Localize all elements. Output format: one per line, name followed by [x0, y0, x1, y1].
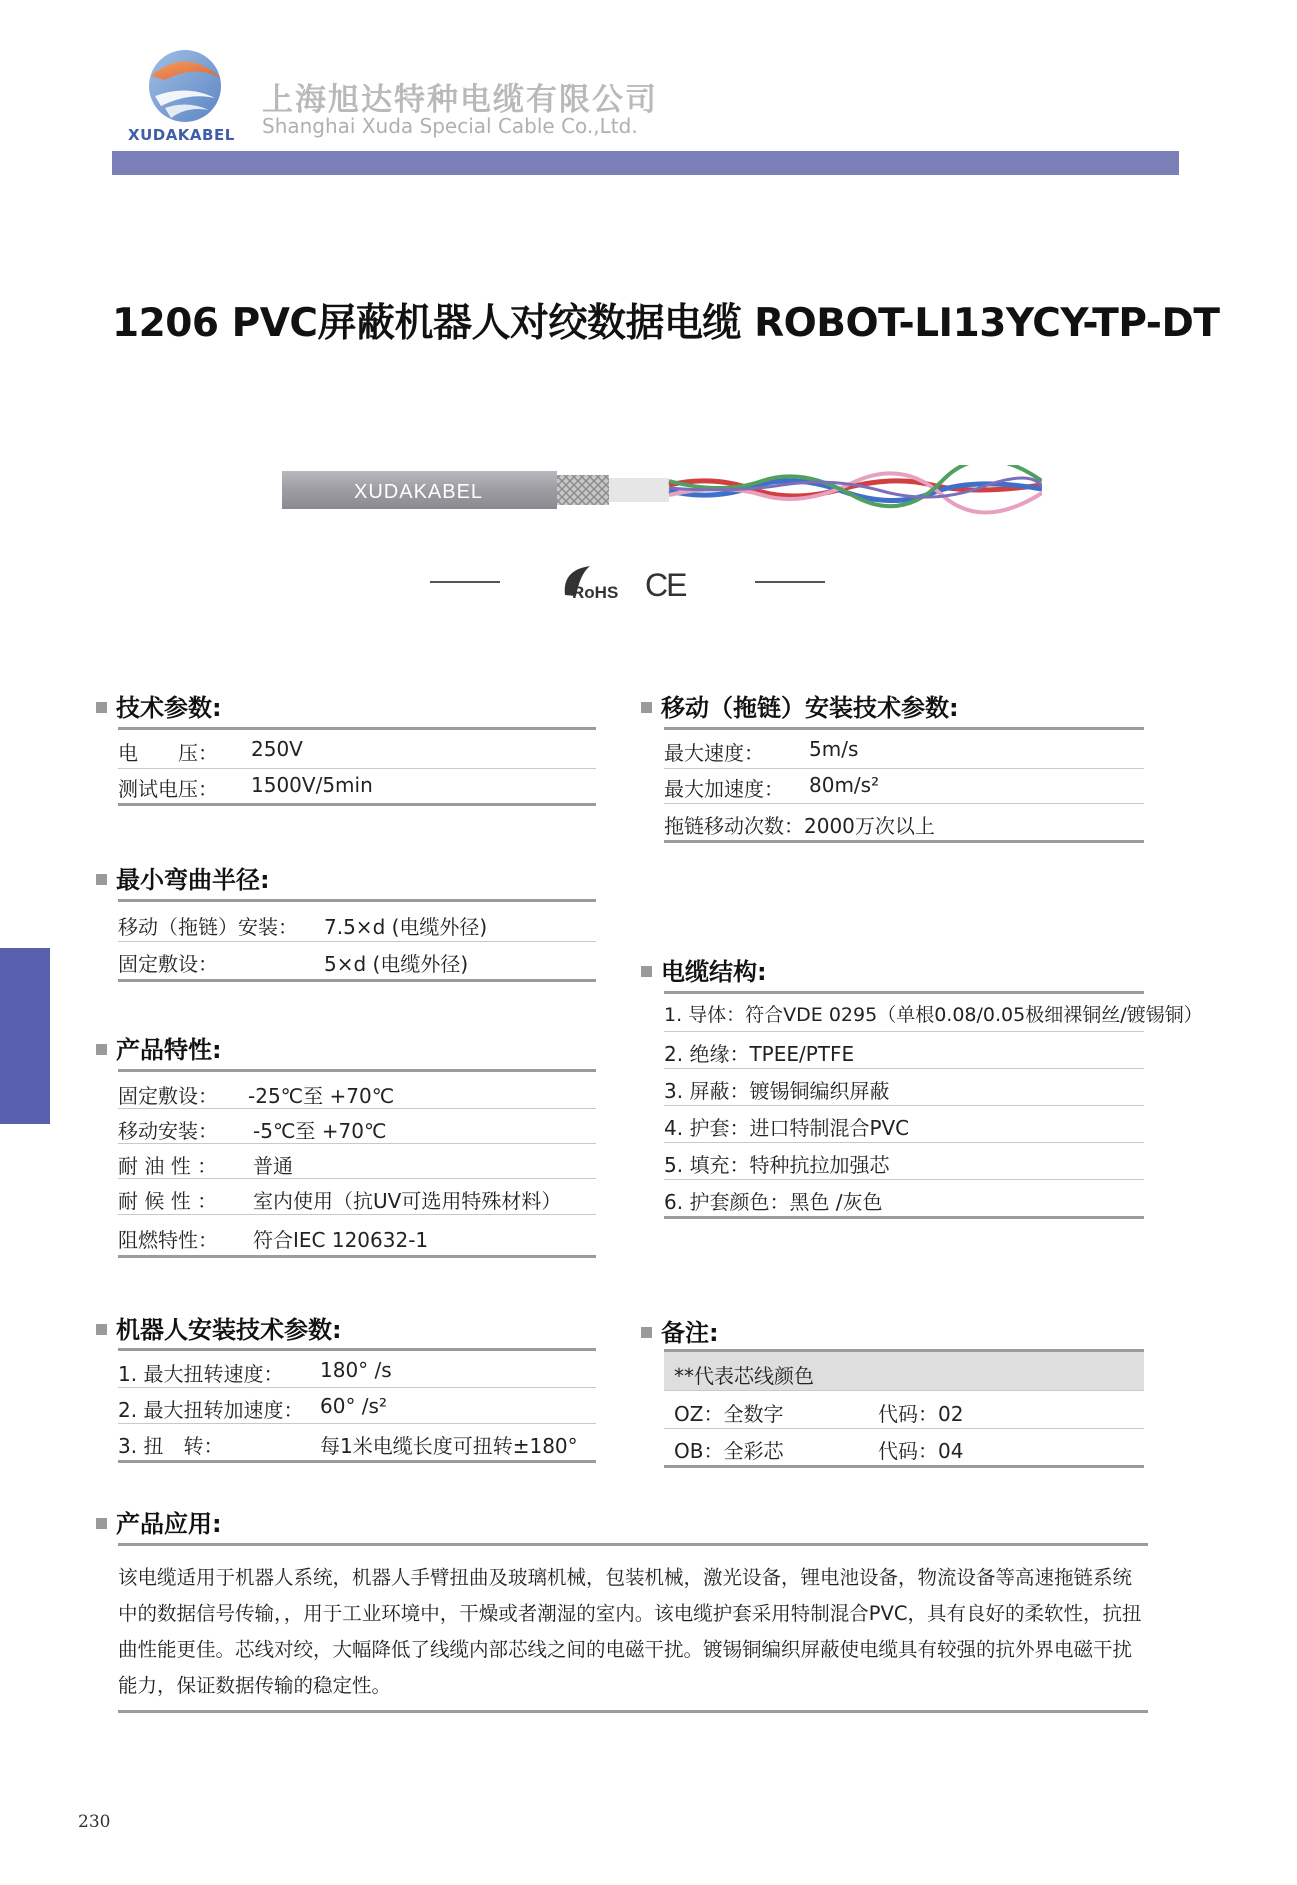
divider — [664, 840, 1144, 843]
mobile-row: 最大速度： 5m/s — [664, 737, 859, 765]
divider — [664, 727, 1144, 730]
bullet-square-icon — [641, 702, 652, 713]
divider — [118, 1214, 596, 1215]
bullet-square-icon — [96, 1324, 107, 1335]
features-row: 阻燃特性： 符合IEC 120632-1 — [118, 1228, 429, 1252]
robot-row: 1. 最大扭转速度： 180° /s — [118, 1358, 392, 1386]
notes-header — [664, 1352, 1144, 1391]
divider — [118, 941, 596, 942]
divider — [664, 1216, 1144, 1219]
certification-marks — [430, 560, 830, 610]
bullet-square-icon — [96, 702, 107, 713]
cable-illustration — [282, 465, 1042, 515]
divider — [118, 1143, 596, 1144]
divider — [664, 1105, 1144, 1106]
robot-row: 3. 扭 转： 每1米电缆长度可扭转±180° — [118, 1434, 578, 1458]
rohs-mark: RoHS — [572, 583, 619, 602]
divider — [118, 768, 596, 769]
structure-row: 4. 护套：进口特制混合PVC — [664, 1116, 910, 1140]
divider — [118, 979, 596, 982]
notes-row: OB：全彩芯 代码：04 — [674, 1439, 964, 1463]
application-paragraph: 该电缆适用于机器人系统，机器人手臂扭曲及玻璃机械，包装机械，激光设备，锂电池设备，物流设备等高速拖链系统中的数据信号传输，，用于工业环境中，干燥或者潮湿的室内。该电缆护套采用特制混合PVC，具有良好的柔软性，抗扭曲性能更佳。芯线对绞，大幅降低了线缆内部芯线之间的电磁干扰。镀锡铜编织屏蔽使电缆具有较强的抗外界电磁干扰能力，保证数据传输的稳定性。 — [118, 1566, 1142, 1697]
section-title-tech: 技术参数: — [96, 688, 222, 723]
divider — [664, 1428, 1144, 1429]
divider — [118, 803, 596, 806]
divider — [664, 1031, 1144, 1032]
robot-row: 2. 最大扭转加速度： 60° /s² — [118, 1394, 387, 1422]
divider — [118, 1387, 596, 1388]
header-bar — [112, 151, 1179, 175]
structure-row: 3. 屏蔽：镀锡铜编织屏蔽 — [664, 1079, 890, 1103]
logo-text: XUDAKABEL — [128, 126, 235, 144]
divider — [118, 1460, 596, 1463]
bullet-square-icon — [96, 1044, 107, 1055]
section-title-mobile: 移动（拖链）安装技术参数: — [641, 688, 959, 723]
company-name-cn: 上海旭达特种电缆有限公司 — [262, 82, 658, 118]
mobile-row: 拖链移动次数： 2000万次以上 — [664, 814, 935, 838]
section-title-notes: 备注: — [641, 1313, 719, 1348]
section-title-application: 产品应用: — [96, 1504, 222, 1539]
section-title-robot: 机器人安装技术参数: — [96, 1310, 342, 1345]
divider — [118, 1543, 1148, 1546]
structure-row: 2. 绝缘：TPEE/PTFE — [664, 1042, 855, 1066]
divider — [118, 1710, 1148, 1713]
divider — [664, 1142, 1144, 1143]
divider — [118, 1069, 596, 1072]
features-row: 耐 候 性 ： 室内使用（抗UV可选用特殊材料） — [118, 1189, 562, 1213]
mobile-row: 最大加速度： 80m/s² — [664, 773, 880, 801]
features-row: 固定敷设： -25℃至 +70℃ — [118, 1084, 395, 1108]
ce-mark: CE — [645, 567, 686, 603]
features-row: 耐 油 性 ： 普通 — [118, 1154, 293, 1178]
structure-row: 5. 填充：特种抗拉加强芯 — [664, 1153, 890, 1177]
notes-header-text: **代表芯线颜色 — [674, 1364, 814, 1388]
section-title-bend: 最小弯曲半径: — [96, 860, 270, 895]
structure-row: 1. 导体：符合VDE 0295（单根0.08/0.05极细裸铜丝/镀锡铜） — [664, 1004, 1203, 1026]
divider — [118, 899, 596, 902]
divider — [118, 1423, 596, 1424]
bend-row: 移动（拖链）安装： 7.5×d (电缆外径) — [118, 915, 488, 939]
cable-print-text: XUDAKABEL — [354, 481, 484, 503]
features-row: 移动安装： -5℃至 +70℃ — [118, 1119, 387, 1143]
bullet-square-icon — [641, 1327, 652, 1338]
divider — [664, 1179, 1144, 1180]
divider — [118, 727, 596, 730]
page-title: 1206 PVC屏蔽机器人对绞数据电缆 ROBOT-LI13YCY-TP-DT — [112, 301, 1220, 346]
divider — [664, 991, 1144, 994]
tech-row: 电 压： 250V — [118, 737, 303, 765]
divider — [118, 1255, 596, 1258]
bend-row: 固定敷设： 5×d (电缆外径) — [118, 952, 469, 976]
divider — [664, 768, 1144, 769]
divider — [118, 1348, 596, 1351]
bullet-square-icon — [641, 966, 652, 977]
page-number: 230 — [78, 1812, 111, 1832]
tech-row: 测试电压： 1500V/5min — [118, 773, 373, 801]
bullet-square-icon — [96, 874, 107, 885]
structure-row: 6. 护套颜色：黑色 /灰色 — [664, 1190, 883, 1214]
notes-row: OZ：全数字 代码：02 — [674, 1402, 964, 1426]
section-title-structure: 电缆结构: — [641, 952, 767, 987]
section-title-features: 产品特性: — [96, 1030, 222, 1065]
divider — [664, 1465, 1144, 1468]
company-name-en: Shanghai Xuda Special Cable Co.,Ltd. — [262, 114, 638, 138]
bullet-square-icon — [96, 1518, 107, 1529]
divider — [118, 1108, 596, 1109]
divider — [664, 803, 1144, 804]
side-tab — [0, 948, 50, 1124]
divider — [664, 1068, 1144, 1069]
divider — [118, 1178, 596, 1179]
